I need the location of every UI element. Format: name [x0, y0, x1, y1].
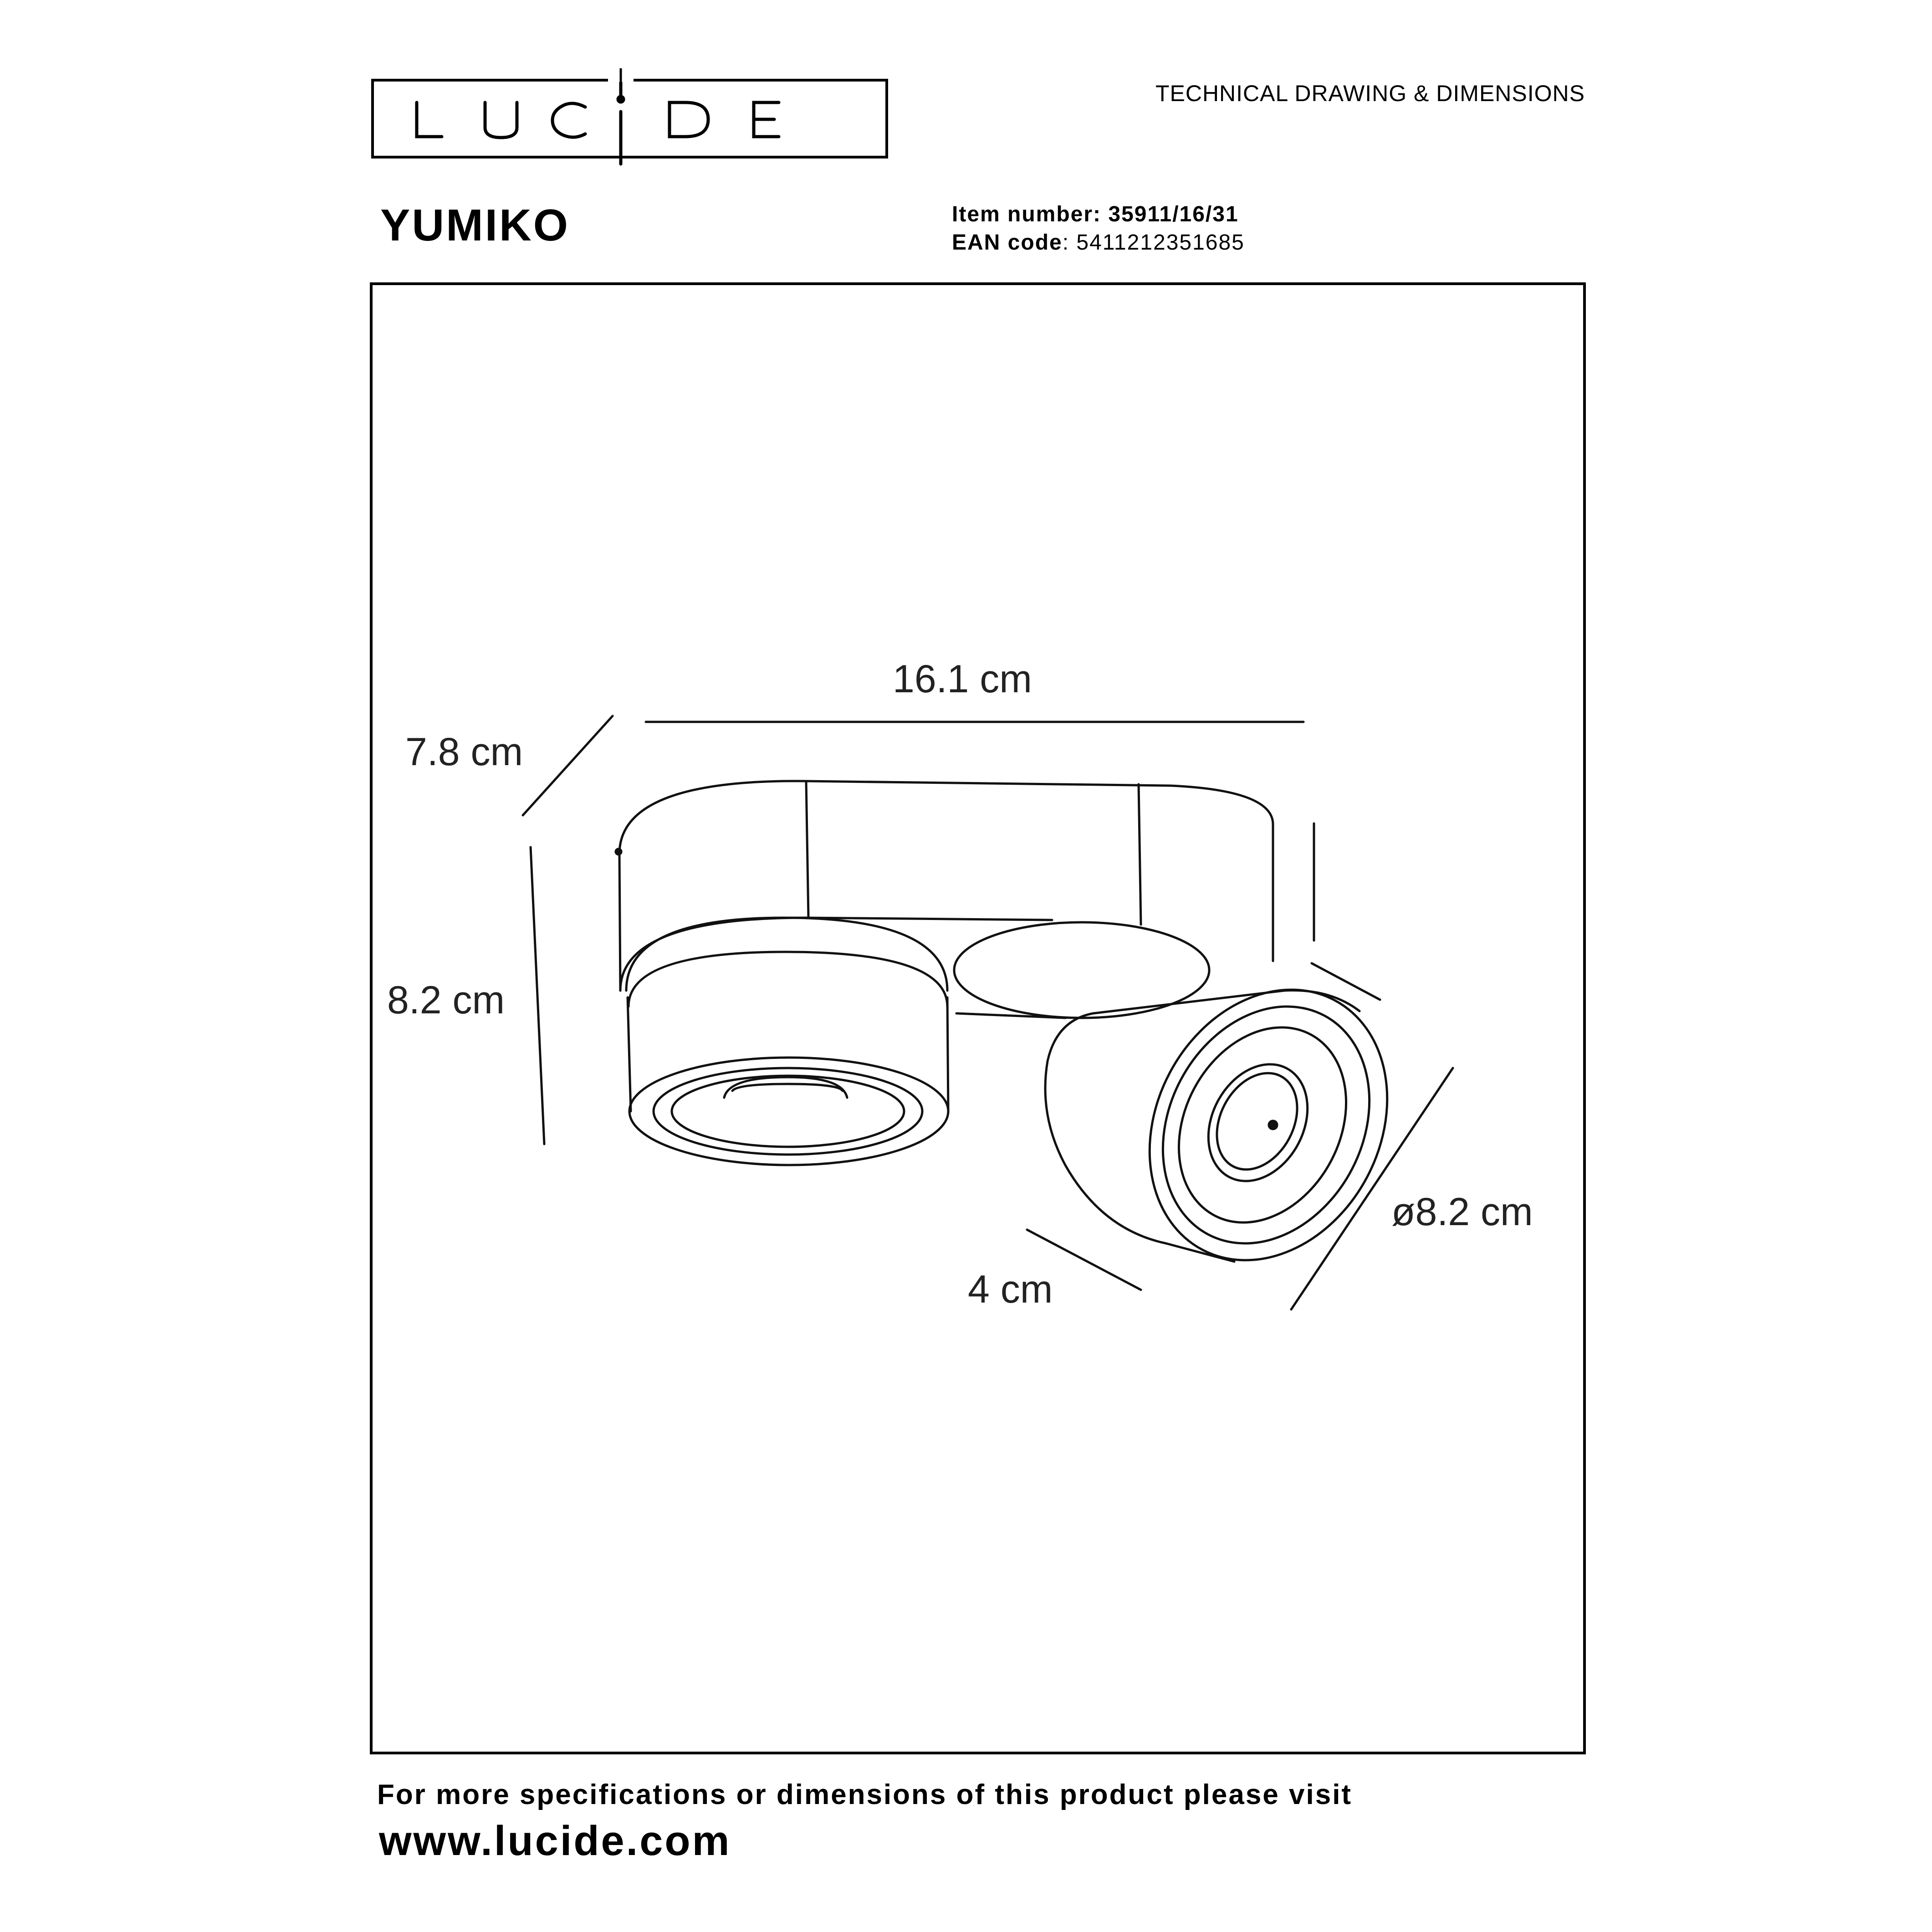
product-name: YUMIKO: [380, 200, 570, 250]
left-spot-ring-top: [626, 918, 947, 991]
website-link[interactable]: www.lucide.com: [379, 1818, 731, 1864]
item-number-value: 35911/16/31: [1108, 202, 1239, 226]
left-spot-side-r: [947, 997, 948, 1111]
footer-text: For more specifications or dimensions of this product please visit: [377, 1779, 1353, 1810]
right-spot-body: [1045, 1013, 1234, 1262]
diameter-label: ø8.2 cm: [1391, 1190, 1533, 1234]
document-heading: TECHNICAL DRAWING & DIMENSIONS: [1155, 81, 1585, 106]
height-label: 8.2 cm: [387, 978, 505, 1022]
ean-label: EAN code: [952, 230, 1063, 255]
left-spot-inner: [672, 1076, 904, 1147]
housing-left-edge: [619, 854, 620, 991]
left-spot-ring-lower: [629, 952, 947, 1007]
left-spot-side-l: [628, 997, 631, 1111]
width-label: 16.1 cm: [893, 657, 1032, 701]
item-number-label: Item number:: [952, 202, 1102, 226]
right-spot-inner: [1146, 998, 1379, 1252]
diameter-dim-line: [1291, 1068, 1453, 1309]
housing-seam-right: [1139, 784, 1141, 925]
housing-seam-left: [806, 781, 808, 918]
spot-length-label: 4 cm: [968, 1268, 1053, 1311]
left-spot-face: [629, 1058, 948, 1165]
depth-dim-line: [523, 716, 613, 815]
depth-label: 7.8 cm: [405, 730, 523, 774]
left-spot-bezel: [654, 1068, 922, 1155]
right-spot-lens: [1189, 1047, 1327, 1198]
right-spot-bezel: [1123, 970, 1410, 1279]
housing-outline: [619, 781, 1273, 961]
height-dim-line: [531, 847, 544, 1144]
ean-value: : 5411212351685: [1062, 230, 1245, 255]
